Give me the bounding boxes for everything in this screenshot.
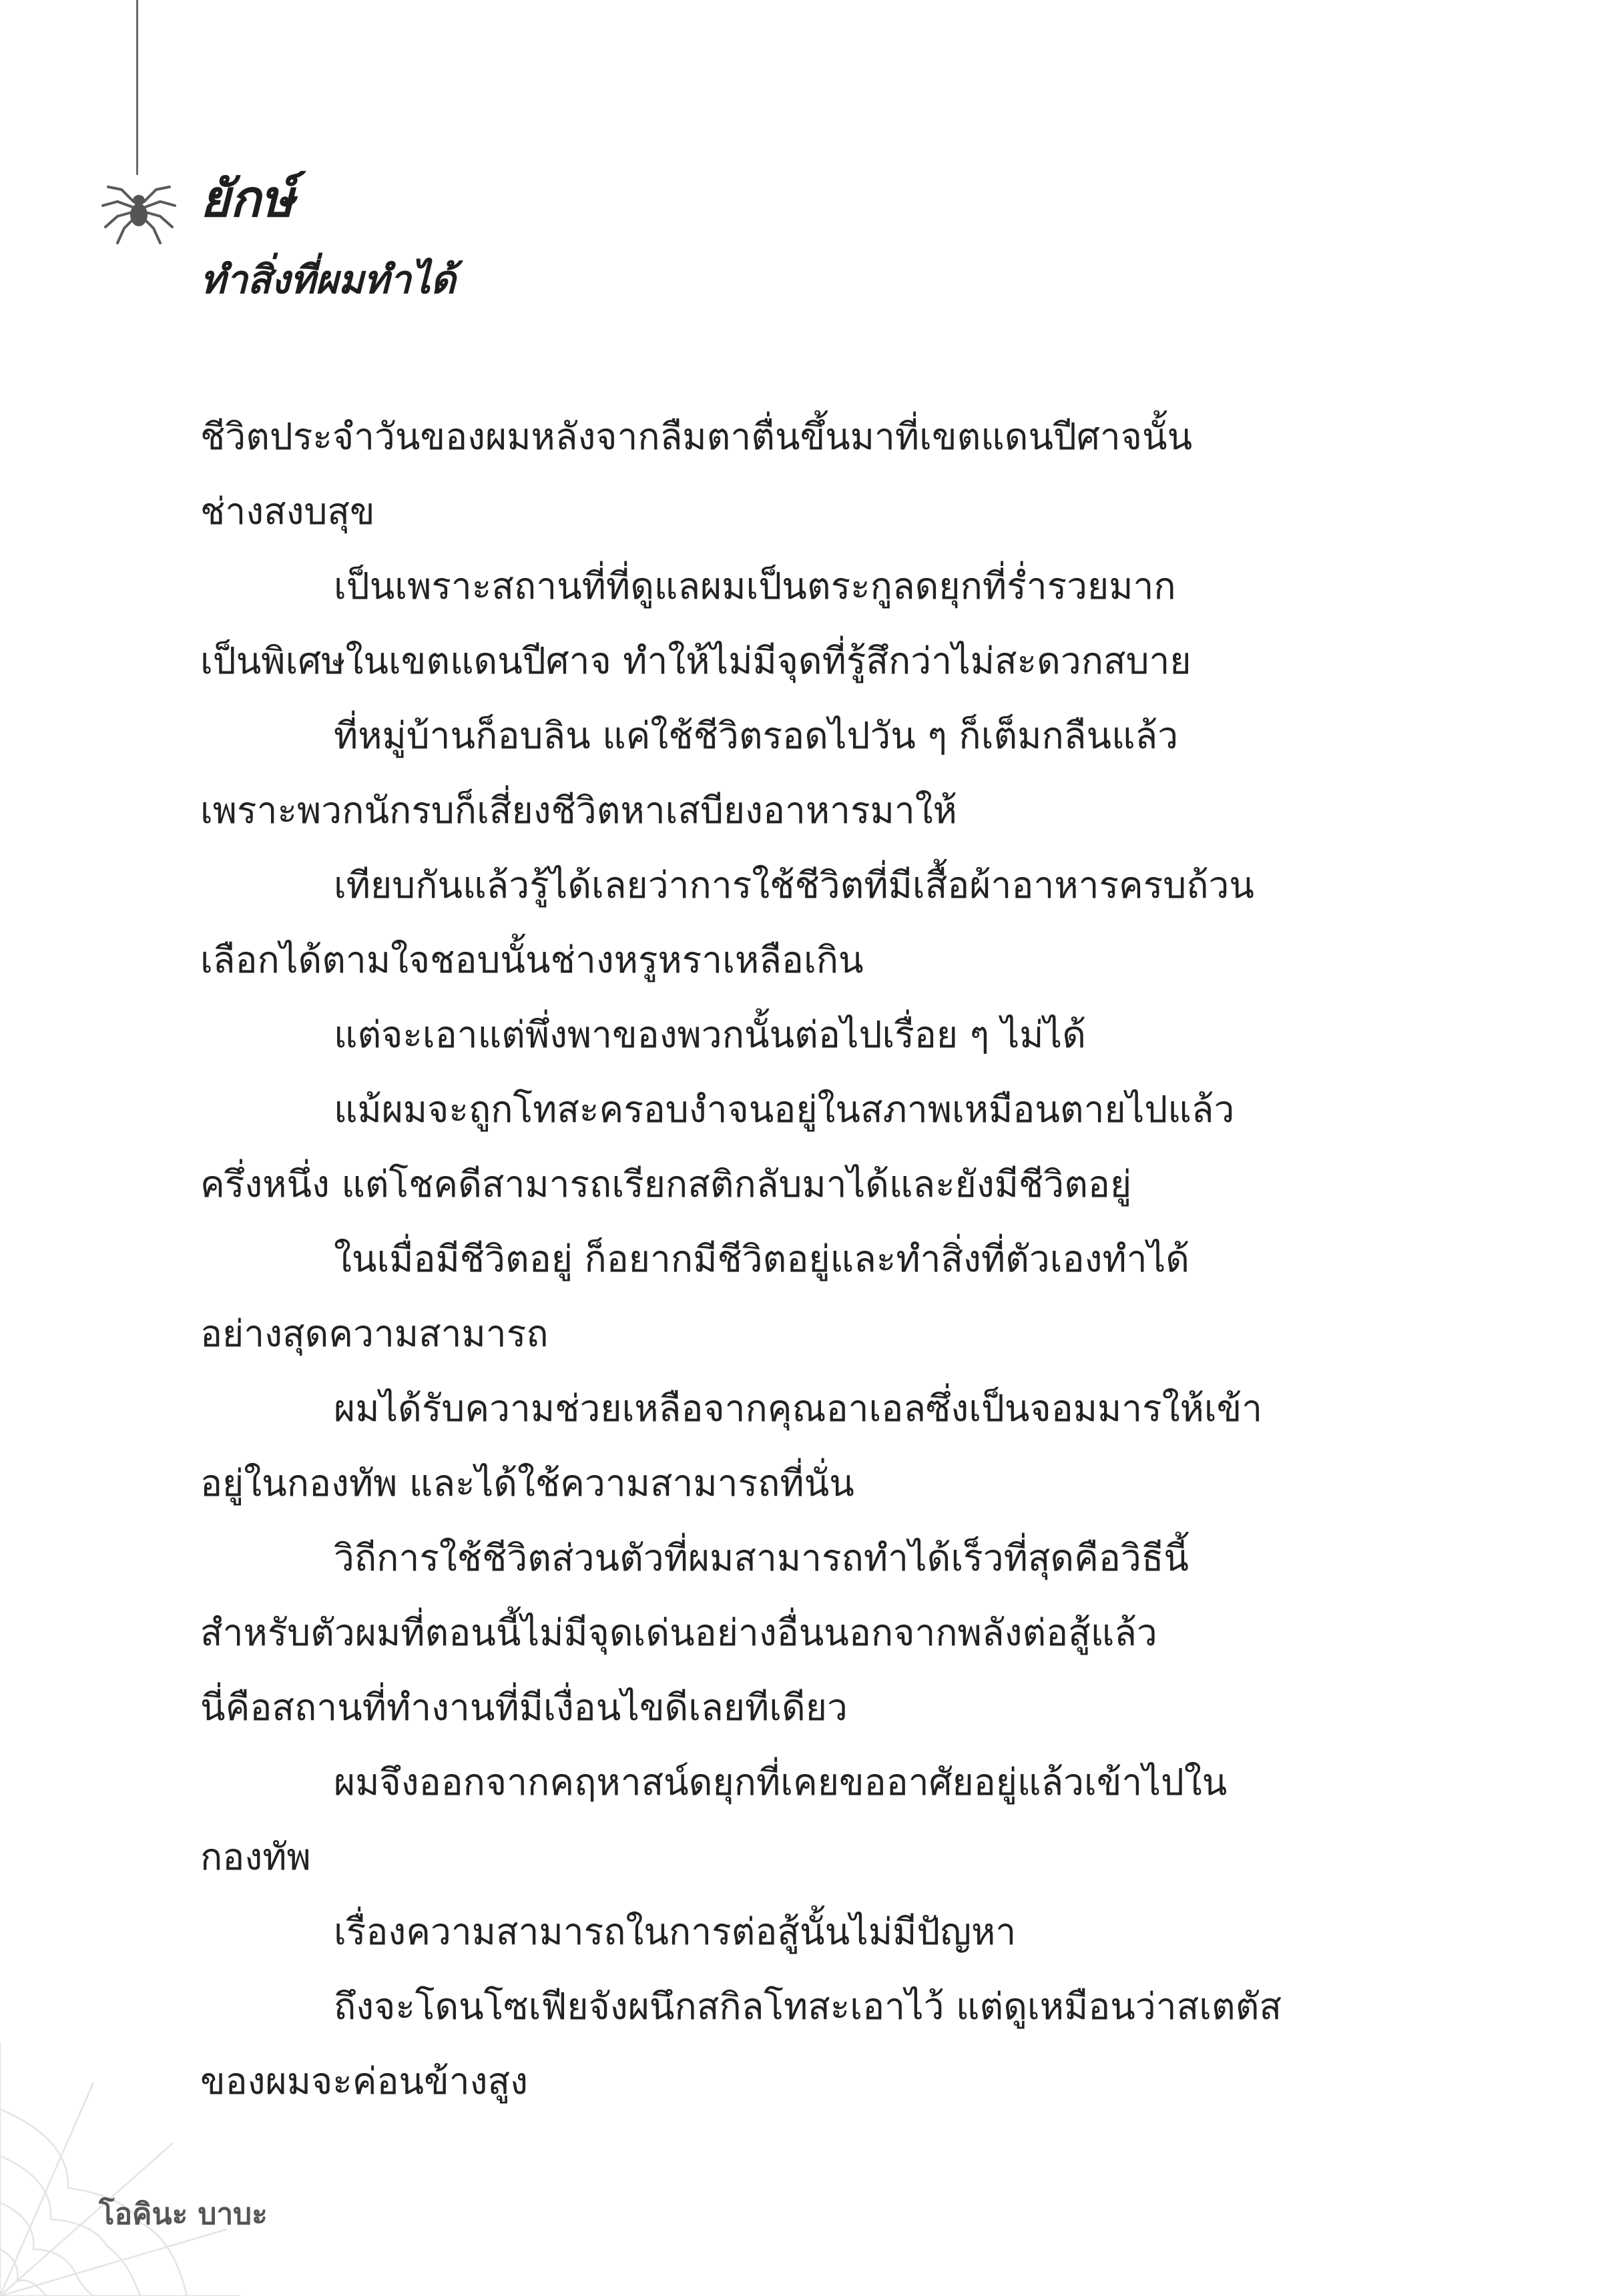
body-line: แต่จะเอาแต่พึ่งพาของพวกนั้นต่อไปเรื่อย ๆ ไม่ได้ <box>334 1013 1086 1056</box>
spider-thread <box>136 0 138 175</box>
body-line: ของผมจะค่อนข้างสูง <box>200 2060 528 2102</box>
body-text <box>200 399 1402 2118</box>
body-line: ที่หมู่บ้านก็อบลิน แค่ใช้ชีวิตรอดไปวัน ๆ ก็เต็มกลืนแล้ว <box>334 714 1179 757</box>
body-line: ในเมื่อมีชีวิตอยู่ ก็อยากมีชีวิตอยู่และทำสิ่งที่ตัวเองทำได้ <box>334 1237 1189 1280</box>
body-line: ชีวิตประจำวันของผมหลังจากลืมตาตื่นขึ้นมาที่เขตแดนปีศาจนั้น <box>200 415 1193 458</box>
body-line: เลือกได้ตามใจชอบนั้นช่างหรูหราเหลือเกิน <box>200 938 864 981</box>
body-line: ถึงจะโดนโซเฟียจังผนึกสกิลโทสะเอาไว้ แต่ดูเหมือนว่าสเตตัส <box>334 1985 1282 2028</box>
footer-author: โอคินะ บาบะ <box>99 2197 268 2231</box>
chapter-subtitle: ทำสิ่งที่ผมทำได้ <box>200 257 456 302</box>
body-line: ช่างสงบสุข <box>200 490 375 533</box>
body-line: เพราะพวกนักรบก็เสี่ยงชีวิตหาเสบียงอาหารมาให้ <box>200 789 957 832</box>
body-line: วิถีการใช้ชีวิตส่วนตัวที่ผมสามารถทำได้เร็วที่สุดคือวิธีนี้ <box>334 1536 1189 1579</box>
spider-web-icon <box>0 2029 240 2296</box>
body-line: ผมได้รับความช่วยเหลือจากคุณอาเอลซึ่งเป็นจอมมารให้เข้า <box>334 1387 1263 1430</box>
body-line: อยู่ในกองทัพ และได้ใช้ความสามารถที่นั่น <box>200 1462 854 1504</box>
body-line: แม้ผมจะถูกโทสะครอบงำจนอยู่ในสภาพเหมือนตายไปแล้ว <box>334 1088 1235 1131</box>
body-line: สำหรับตัวผมที่ตอนนี้ไม่มีจุดเด่นอย่างอื่นนอกจากพลังต่อสู้แล้ว <box>200 1611 1157 1654</box>
body-line: เป็นพิเศษในเขตแดนปีศาจ ทำให้ไม่มีจุดที่รู้สึกว่าไม่สะดวกสบาย <box>200 639 1191 682</box>
body-line: เทียบกันแล้วรู้ได้เลยว่าการใช้ชีวิตที่มีเสื้อผ้าอาหารครบถ้วน <box>334 864 1255 906</box>
chapter-title: ยักษ์ <box>200 169 294 228</box>
body-line: กองทัพ <box>200 1835 311 1878</box>
body-line: ครึ่งหนึ่ง แต่โชคดีสามารถเรียกสติกลับมาได้และยังมีชีวิตอยู่ <box>200 1163 1132 1205</box>
spider-icon <box>99 167 179 247</box>
body-line: ผมจึงออกจากคฤหาสน์ดยุกที่เคยขออาศัยอยู่แล้วเข้าไปใน <box>334 1761 1228 1803</box>
body-line: นี่คือสถานที่ทำงานที่มีเงื่อนไขดีเลยทีเดียว <box>200 1686 848 1729</box>
body-line: อย่างสุดความสามารถ <box>200 1312 549 1355</box>
body-line: เป็นเพราะสถานที่ที่ดูแลผมเป็นตระกูลดยุกที่ร่ำรวยมาก <box>334 565 1176 607</box>
body-line: เรื่องความสามารถในการต่อสู้นั้นไม่มีปัญหา <box>334 1910 1017 1953</box>
